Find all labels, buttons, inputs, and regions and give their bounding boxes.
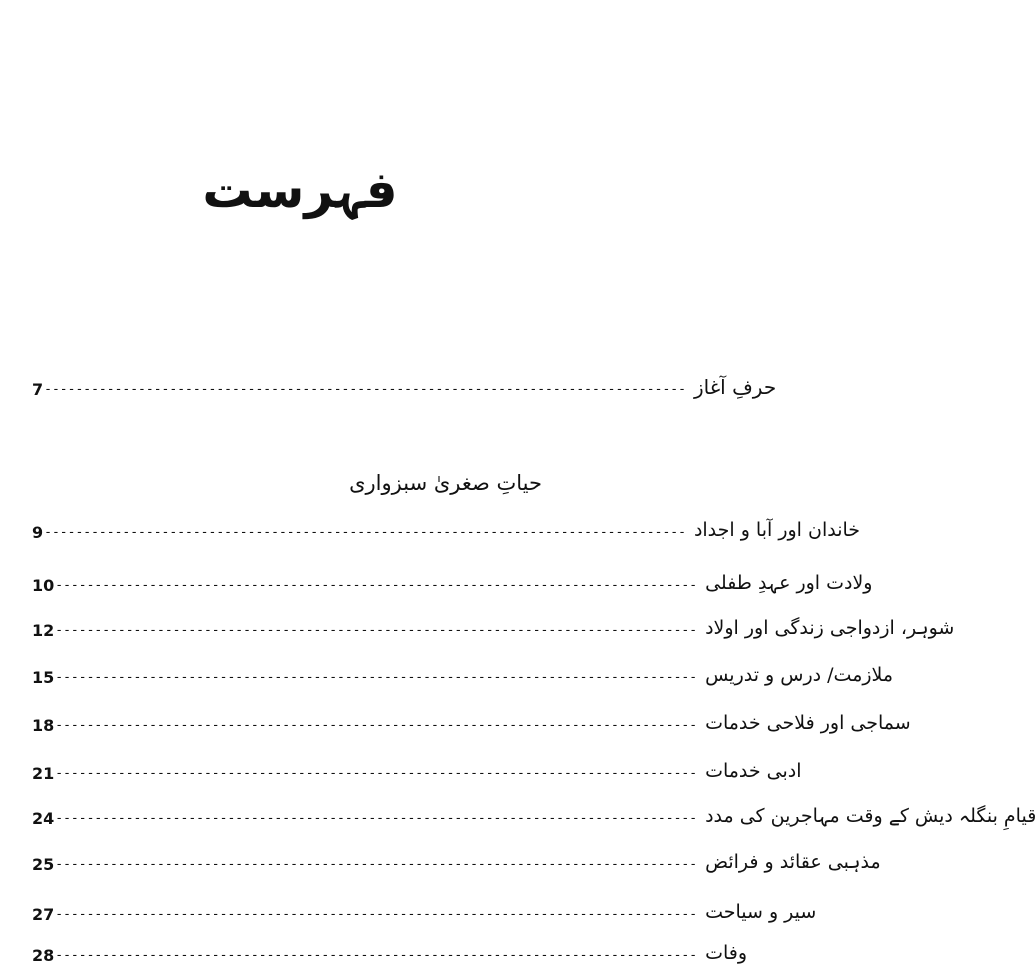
toc-page-number: 25 bbox=[32, 855, 55, 874]
toc-entry-title: قیامِ بنگلہ دیش کے وقت مہاجرین کی مدد bbox=[705, 805, 1036, 827]
toc-page-number: 18 bbox=[32, 716, 55, 735]
toc-page-number: 7 bbox=[32, 380, 44, 399]
toc-entry bbox=[32, 513, 861, 543]
toc-entry-intro bbox=[32, 370, 777, 400]
toc-entry-title: ادبی خدمات bbox=[705, 760, 802, 782]
toc-entry-title: وفات bbox=[705, 942, 747, 964]
page-title: فہرست bbox=[202, 161, 398, 219]
toc-page-number: 10 bbox=[32, 576, 55, 595]
dot-leader: ---------------------------------------------------------------------------------- bbox=[55, 948, 698, 963]
toc-entry bbox=[32, 845, 881, 875]
toc-entry-title: خاندان اور آبا و اجداد bbox=[693, 519, 861, 541]
dot-leader: ---------------------------------------------------------------------------------- bbox=[55, 623, 698, 638]
toc-entry bbox=[32, 611, 955, 641]
dot-leader: ---------------------------------------------------------------------------------- bbox=[55, 718, 698, 733]
toc-page-number: 27 bbox=[32, 905, 55, 924]
dot-leader: ---------------------------------------------------------------------------------- bbox=[55, 766, 698, 781]
dot-leader: ---------------------------------------------------------------------------------- bbox=[55, 578, 698, 593]
toc-entry bbox=[32, 799, 1036, 829]
toc-page-number: 12 bbox=[32, 621, 55, 640]
dot-leader: ---------------------------------------------------------------------------------- bbox=[55, 907, 698, 922]
toc-page-number: 15 bbox=[32, 668, 55, 687]
toc-entry bbox=[32, 754, 802, 784]
toc-entry bbox=[32, 936, 747, 966]
toc-page-number: 21 bbox=[32, 764, 55, 783]
dot-leader: ---------------------------------------------------------------------------------- bbox=[44, 525, 686, 540]
dot-leader: ---------------------------------------------------------------------------------- bbox=[55, 670, 698, 685]
toc-entry-title: سیر و سیاحت bbox=[705, 901, 817, 923]
toc-entry bbox=[32, 895, 817, 925]
toc-entry bbox=[32, 706, 911, 736]
toc-entry-title: سماجی اور فلاحی خدمات bbox=[705, 712, 911, 734]
section-title: حیاتِ صغریٰ سبزواری bbox=[349, 471, 542, 495]
toc-page-number: 28 bbox=[32, 946, 55, 965]
toc-entry-title: حرفِ آغاز bbox=[693, 375, 777, 399]
toc-entry-title: ولادت اور عہدِ طفلی bbox=[705, 572, 873, 594]
toc-page-number: 24 bbox=[32, 809, 55, 828]
toc-entry-title: ملازمت/ درس و تدریس bbox=[705, 664, 894, 686]
toc-entry bbox=[32, 658, 894, 688]
toc-entry-title: شوہر، ازدواجی زندگی اور اولاد bbox=[705, 617, 955, 639]
dot-leader: ---------------------------------------------------------------------------------- bbox=[55, 857, 698, 872]
toc-entry-title: مذہبی عقائد و فرائض bbox=[705, 851, 881, 873]
toc-entry bbox=[32, 566, 873, 596]
toc-page-number: 9 bbox=[32, 523, 44, 542]
dot-leader: ---------------------------------------------------------------------------------- bbox=[44, 382, 686, 397]
dot-leader: ---------------------------------------------------------------------------------- bbox=[55, 811, 698, 826]
